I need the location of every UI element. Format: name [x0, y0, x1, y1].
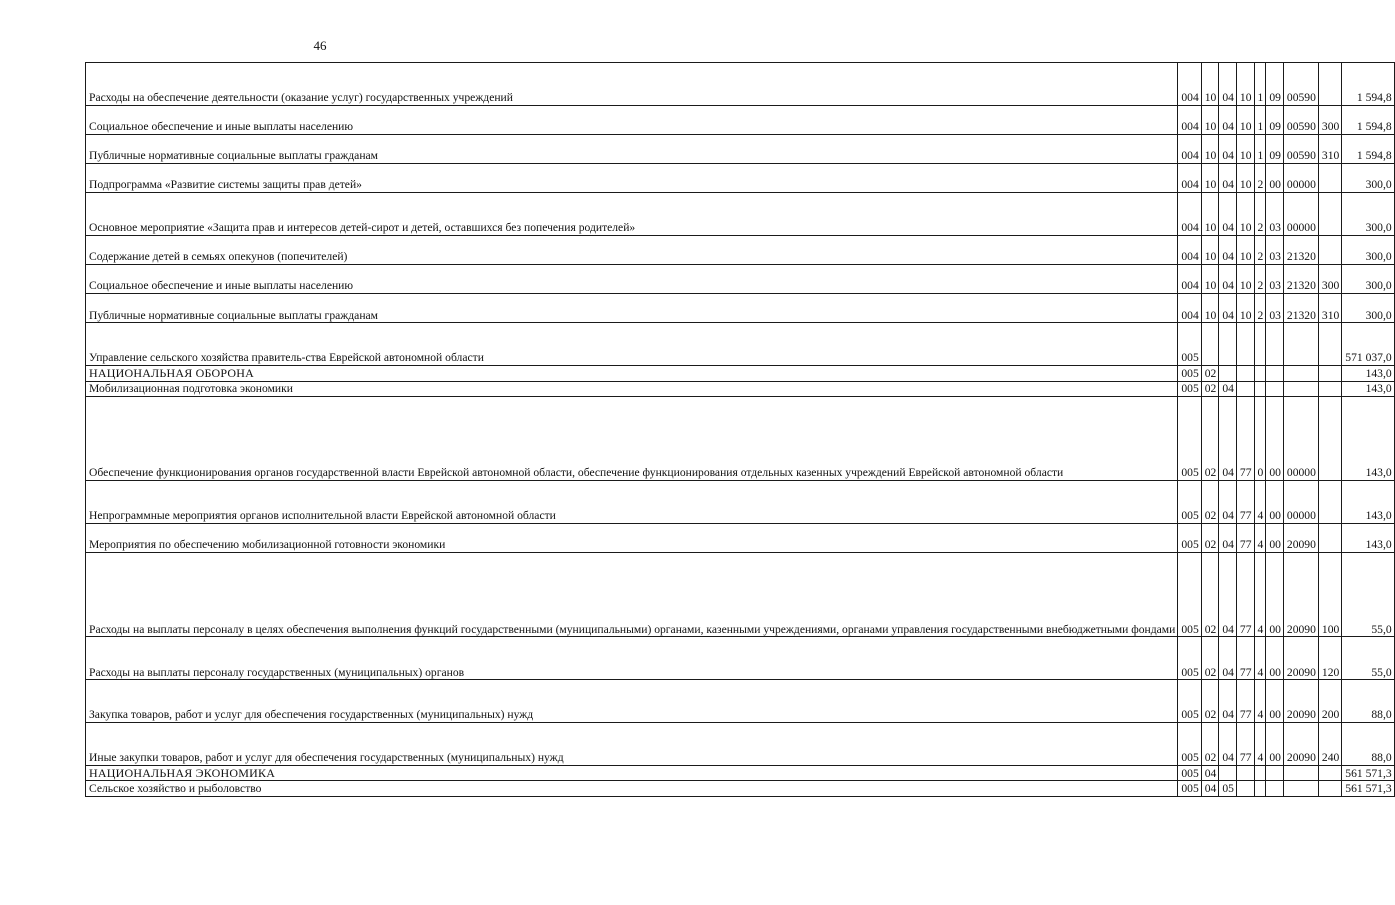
expense-type-code: 120: [1318, 637, 1341, 680]
subsection-code: 04: [1219, 63, 1237, 106]
expense-type-code: 310: [1318, 294, 1341, 323]
row-name: Публичные нормативные социальные выплаты гражданам: [86, 294, 1178, 323]
admin-code: 005: [1178, 323, 1201, 366]
section-code: 02: [1201, 524, 1219, 553]
section-code: 10: [1201, 164, 1219, 193]
amount: 1 594,8: [1342, 105, 1394, 134]
subsection-code: [1219, 366, 1237, 381]
admin-code: 004: [1178, 294, 1201, 323]
program-code: 77: [1236, 723, 1254, 766]
admin-code: 004: [1178, 236, 1201, 265]
row-name: Закупка товаров, работ и услуг для обеспечения государственных (муниципальных) нужд: [86, 680, 1178, 723]
subsection-code: 04: [1219, 236, 1237, 265]
program-code: [1236, 381, 1254, 396]
subprogram-code: 1: [1254, 134, 1266, 163]
activity-code: [1266, 366, 1284, 381]
table-row: [86, 481, 1395, 524]
subprogram-code: 4: [1254, 680, 1266, 723]
program-code: 10: [1236, 294, 1254, 323]
program-code: 77: [1236, 396, 1254, 480]
activity-code: 00: [1266, 637, 1284, 680]
program-code: 10: [1236, 265, 1254, 294]
program-code: [1236, 781, 1254, 796]
expense-type-code: [1318, 396, 1341, 480]
admin-code: 004: [1178, 105, 1201, 134]
program-code: 77: [1236, 637, 1254, 680]
direction-code: 21320: [1283, 236, 1318, 265]
direction-code: 20090: [1283, 723, 1318, 766]
activity-code: [1266, 766, 1284, 781]
subprogram-code: 2: [1254, 236, 1266, 265]
expense-type-code: [1318, 164, 1341, 193]
row-name: Социальное обеспечение и иные выплаты населению: [86, 265, 1178, 294]
subprogram-code: [1254, 781, 1266, 796]
table-row: [86, 781, 1395, 796]
budget-table-body: [86, 63, 1395, 797]
subprogram-code: 4: [1254, 524, 1266, 553]
program-code: 77: [1236, 553, 1254, 637]
program-code: 10: [1236, 236, 1254, 265]
table-row: [86, 680, 1395, 723]
table-row: [86, 723, 1395, 766]
subprogram-code: [1254, 366, 1266, 381]
table-row: [86, 637, 1395, 680]
direction-code: 00590: [1283, 63, 1318, 106]
program-code: [1236, 766, 1254, 781]
direction-code: 00000: [1283, 396, 1318, 480]
subsection-code: 04: [1219, 680, 1237, 723]
expense-type-code: [1318, 781, 1341, 796]
subsection-code: 04: [1219, 193, 1237, 236]
activity-code: 03: [1266, 236, 1284, 265]
expense-type-code: [1318, 524, 1341, 553]
row-name: НАЦИОНАЛЬНАЯ ЭКОНОМИКА: [86, 766, 1178, 781]
subprogram-code: 2: [1254, 164, 1266, 193]
direction-code: 21320: [1283, 265, 1318, 294]
amount: 143,0: [1342, 481, 1394, 524]
admin-code: 005: [1178, 481, 1201, 524]
expense-type-code: 240: [1318, 723, 1341, 766]
activity-code: 00: [1266, 396, 1284, 480]
direction-code: 20090: [1283, 637, 1318, 680]
amount: 300,0: [1342, 193, 1394, 236]
activity-code: 09: [1266, 134, 1284, 163]
expense-type-code: [1318, 381, 1341, 396]
row-name: Мобилизационная подготовка экономики: [86, 381, 1178, 396]
row-name: Сельское хозяйство и рыболовство: [86, 781, 1178, 796]
subprogram-code: [1254, 381, 1266, 396]
expense-type-code: [1318, 766, 1341, 781]
row-name: Непрограммные мероприятия органов исполнительной власти Еврейской автономной области: [86, 481, 1178, 524]
amount: 300,0: [1342, 294, 1394, 323]
program-code: 10: [1236, 193, 1254, 236]
row-name: Расходы на выплаты персоналу в целях обеспечения выполнения функций государственными (муниципальными) органами, казенными учреждениями, органами управления государственными внебюджетными фондами: [86, 553, 1178, 637]
activity-code: 00: [1266, 481, 1284, 524]
activity-code: 00: [1266, 524, 1284, 553]
program-code: 10: [1236, 63, 1254, 106]
section-code: 10: [1201, 193, 1219, 236]
section-code: 04: [1201, 766, 1219, 781]
direction-code: 20090: [1283, 524, 1318, 553]
activity-code: 09: [1266, 63, 1284, 106]
expense-type-code: 300: [1318, 265, 1341, 294]
activity-code: [1266, 323, 1284, 366]
program-code: 77: [1236, 680, 1254, 723]
subsection-code: 04: [1219, 723, 1237, 766]
activity-code: 00: [1266, 680, 1284, 723]
page-number: 46: [313, 38, 327, 53]
activity-code: 03: [1266, 265, 1284, 294]
row-name: НАЦИОНАЛЬНАЯ ОБОРОНА: [86, 366, 1178, 381]
amount: 300,0: [1342, 164, 1394, 193]
admin-code: 005: [1178, 396, 1201, 480]
expense-type-code: [1318, 323, 1341, 366]
row-name: Публичные нормативные социальные выплаты гражданам: [86, 134, 1178, 163]
subsection-code: 04: [1219, 553, 1237, 637]
table-row: [86, 396, 1395, 480]
admin-code: 005: [1178, 723, 1201, 766]
section-code: 02: [1201, 723, 1219, 766]
subsection-code: 04: [1219, 396, 1237, 480]
expense-type-code: [1318, 193, 1341, 236]
direction-code: 00000: [1283, 164, 1318, 193]
direction-code: 21320: [1283, 294, 1318, 323]
subsection-code: 04: [1219, 265, 1237, 294]
row-name: Расходы на выплаты персоналу государственных (муниципальных) органов: [86, 637, 1178, 680]
expense-type-code: 200: [1318, 680, 1341, 723]
subsection-code: 04: [1219, 481, 1237, 524]
section-code: 10: [1201, 134, 1219, 163]
expense-type-code: 100: [1318, 553, 1341, 637]
expense-type-code: [1318, 236, 1341, 265]
amount: 1 594,8: [1342, 63, 1394, 106]
activity-code: 00: [1266, 164, 1284, 193]
table-row: [86, 381, 1395, 396]
subsection-code: 04: [1219, 637, 1237, 680]
section-code: 10: [1201, 63, 1219, 106]
admin-code: 004: [1178, 63, 1201, 106]
activity-code: 03: [1266, 193, 1284, 236]
expense-type-code: [1318, 63, 1341, 106]
amount: 1 594,8: [1342, 134, 1394, 163]
admin-code: 005: [1178, 680, 1201, 723]
amount: 88,0: [1342, 680, 1394, 723]
direction-code: 00590: [1283, 134, 1318, 163]
amount: 571 037,0: [1342, 323, 1394, 366]
subsection-code: 04: [1219, 134, 1237, 163]
table-row: [86, 134, 1395, 163]
program-code: 10: [1236, 164, 1254, 193]
admin-code: 005: [1178, 766, 1201, 781]
direction-code: [1283, 323, 1318, 366]
admin-code: 004: [1178, 164, 1201, 193]
subsection-code: 04: [1219, 164, 1237, 193]
subprogram-code: 1: [1254, 63, 1266, 106]
row-name: Основное мероприятие «Защита прав и интересов детей-сирот и детей, оставшихся без попечения родителей»: [86, 193, 1178, 236]
subsection-code: [1219, 323, 1237, 366]
program-code: [1236, 366, 1254, 381]
subprogram-code: [1254, 766, 1266, 781]
subprogram-code: 2: [1254, 265, 1266, 294]
subprogram-code: [1254, 323, 1266, 366]
section-code: 02: [1201, 637, 1219, 680]
row-name: Управление сельского хозяйства правитель-ства Еврейской автономной области: [86, 323, 1178, 366]
subsection-code: [1219, 766, 1237, 781]
row-name: Содержание детей в семьях опекунов (попечителей): [86, 236, 1178, 265]
amount: 143,0: [1342, 396, 1394, 480]
table-row: [86, 553, 1395, 637]
table-row: [86, 265, 1395, 294]
subsection-code: 04: [1219, 294, 1237, 323]
section-code: 04: [1201, 781, 1219, 796]
section-code: 02: [1201, 396, 1219, 480]
amount: 55,0: [1342, 553, 1394, 637]
amount: 300,0: [1342, 265, 1394, 294]
program-code: 77: [1236, 481, 1254, 524]
subprogram-code: 4: [1254, 481, 1266, 524]
table-row: [86, 105, 1395, 134]
amount: 561 571,3: [1342, 766, 1394, 781]
direction-code: 20090: [1283, 553, 1318, 637]
expense-type-code: [1318, 481, 1341, 524]
amount: 55,0: [1342, 637, 1394, 680]
subprogram-code: 4: [1254, 553, 1266, 637]
activity-code: 00: [1266, 553, 1284, 637]
section-code: 02: [1201, 680, 1219, 723]
row-name: Обеспечение функционирования органов государственной власти Еврейской автономной области, обеспечение функционирования отдельных казенных учреждений Еврейской автономной области: [86, 396, 1178, 480]
row-name: Расходы на обеспечение деятельности (оказание услуг) государственных учреждений: [86, 63, 1178, 106]
subprogram-code: 4: [1254, 637, 1266, 680]
direction-code: 00000: [1283, 193, 1318, 236]
budget-table: [85, 62, 1395, 797]
activity-code: 03: [1266, 294, 1284, 323]
direction-code: [1283, 381, 1318, 396]
row-name: Подпрограмма «Развитие системы защиты прав детей»: [86, 164, 1178, 193]
section-code: 02: [1201, 366, 1219, 381]
amount: 300,0: [1342, 236, 1394, 265]
direction-code: [1283, 781, 1318, 796]
subprogram-code: 1: [1254, 105, 1266, 134]
subsection-code: 04: [1219, 105, 1237, 134]
activity-code: [1266, 781, 1284, 796]
table-row: [86, 524, 1395, 553]
program-code: 10: [1236, 105, 1254, 134]
expense-type-code: [1318, 366, 1341, 381]
amount: 88,0: [1342, 723, 1394, 766]
program-code: [1236, 323, 1254, 366]
direction-code: [1283, 766, 1318, 781]
direction-code: 20090: [1283, 680, 1318, 723]
section-code: 02: [1201, 553, 1219, 637]
table-row: [86, 236, 1395, 265]
row-name: Мероприятия по обеспечению мобилизационной готовности экономики: [86, 524, 1178, 553]
amount: 561 571,3: [1342, 781, 1394, 796]
subprogram-code: 2: [1254, 193, 1266, 236]
table-row: [86, 766, 1395, 781]
direction-code: 00000: [1283, 481, 1318, 524]
amount: 143,0: [1342, 366, 1394, 381]
subsection-code: 05: [1219, 781, 1237, 796]
subprogram-code: 0: [1254, 396, 1266, 480]
admin-code: 005: [1178, 553, 1201, 637]
activity-code: 00: [1266, 723, 1284, 766]
section-code: [1201, 323, 1219, 366]
admin-code: 005: [1178, 381, 1201, 396]
section-code: 02: [1201, 481, 1219, 524]
section-code: 10: [1201, 294, 1219, 323]
subsection-code: 04: [1219, 381, 1237, 396]
direction-code: [1283, 366, 1318, 381]
row-name: Социальное обеспечение и иные выплаты населению: [86, 105, 1178, 134]
admin-code: 005: [1178, 637, 1201, 680]
admin-code: 005: [1178, 524, 1201, 553]
amount: 143,0: [1342, 524, 1394, 553]
admin-code: 004: [1178, 134, 1201, 163]
subprogram-code: 2: [1254, 294, 1266, 323]
expense-type-code: 310: [1318, 134, 1341, 163]
direction-code: 00590: [1283, 105, 1318, 134]
admin-code: 004: [1178, 265, 1201, 294]
admin-code: 005: [1178, 781, 1201, 796]
subprogram-code: 4: [1254, 723, 1266, 766]
activity-code: 09: [1266, 105, 1284, 134]
section-code: 02: [1201, 381, 1219, 396]
section-code: 10: [1201, 105, 1219, 134]
activity-code: [1266, 381, 1284, 396]
expense-type-code: 300: [1318, 105, 1341, 134]
table-row: [86, 294, 1395, 323]
table-row: [86, 193, 1395, 236]
table-row: [86, 164, 1395, 193]
row-name: Иные закупки товаров, работ и услуг для обеспечения государственных (муниципальных) нужд: [86, 723, 1178, 766]
program-code: 10: [1236, 134, 1254, 163]
section-code: 10: [1201, 236, 1219, 265]
subsection-code: 04: [1219, 524, 1237, 553]
section-code: 10: [1201, 265, 1219, 294]
amount: 143,0: [1342, 381, 1394, 396]
table-row: [86, 366, 1395, 381]
program-code: 77: [1236, 524, 1254, 553]
admin-code: 005: [1178, 366, 1201, 381]
table-row: [86, 323, 1395, 366]
table-row: [86, 63, 1395, 106]
admin-code: 004: [1178, 193, 1201, 236]
